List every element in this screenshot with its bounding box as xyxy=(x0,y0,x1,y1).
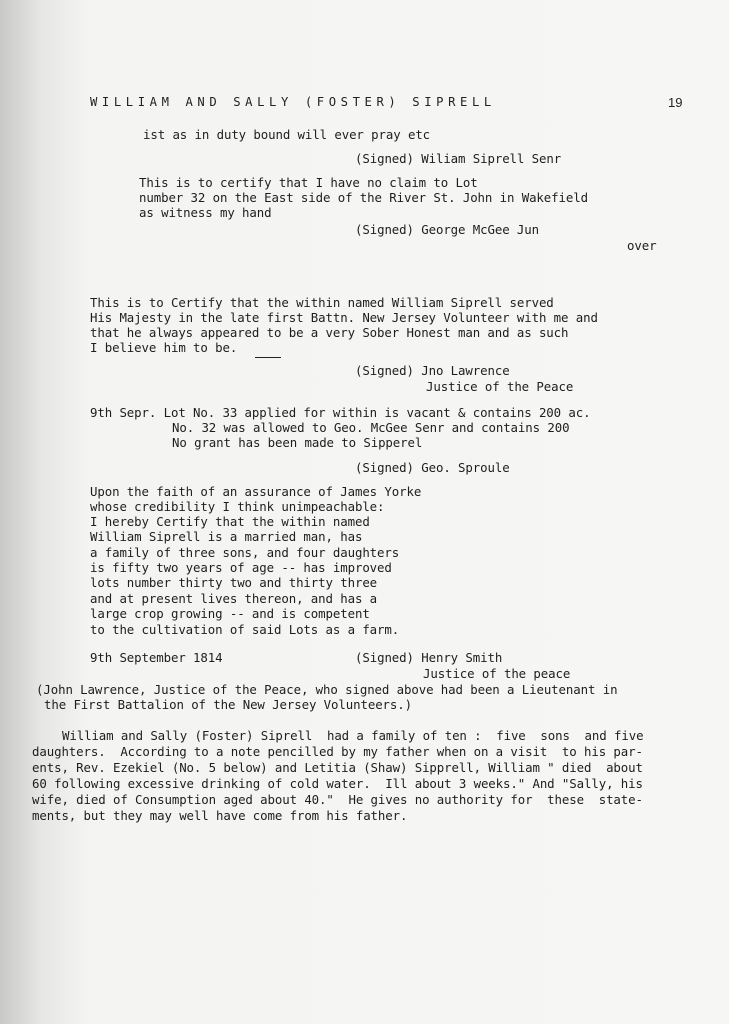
text-line: to the cultivation of said Lots as a farm. xyxy=(90,622,400,637)
over-note: over xyxy=(627,238,657,253)
paragraph-line: daughters. According to a note pencilled by my father when on a visit to his par- xyxy=(32,744,643,759)
text-line: and at present lives thereon, and has a xyxy=(90,591,378,606)
paragraph-line: wife, died of Consumption aged about 40." He gives no authority for these state- xyxy=(32,792,643,807)
text-line: No grant has been made to Sipperel xyxy=(172,435,423,450)
text-line: the First Battalion of the New Jersey Volunteers.) xyxy=(44,697,412,712)
signature-title: Justice of the peace xyxy=(423,666,571,681)
text-line: a family of three sons, and four daughters xyxy=(90,545,400,560)
signature-line: (Signed) Henry Smith xyxy=(355,650,503,665)
text-line: I hereby Certify that the within named xyxy=(90,514,370,529)
text-line: This is to certify that I have no claim to Lot xyxy=(139,175,478,190)
text-line: ist as in duty bound will ever pray etc xyxy=(143,127,431,142)
date-line: 9th September 1814 xyxy=(90,650,223,665)
text-line: This is to Certify that the within named William Siprell served xyxy=(90,295,554,310)
text-line: William Siprell is a married man, has xyxy=(90,529,363,544)
text-line: number 32 on the East side of the River St. John in Wakefield xyxy=(139,190,588,205)
text-line: His Majesty in the late first Battn. New Jersey Volunteer with me and xyxy=(90,310,598,325)
text-line: whose credibility I think unimpeachable: xyxy=(90,499,385,514)
text-line: as witness my hand xyxy=(139,205,272,220)
page-number: 19 xyxy=(668,95,683,110)
text-line: lots number thirty two and thirty three xyxy=(90,575,378,590)
text-line: is fifty two years of age -- has improved xyxy=(90,560,392,575)
text-line: Upon the faith of an assurance of James Yorke xyxy=(90,484,422,499)
text-line: (John Lawrence, Justice of the Peace, who signed above had been a Lieutenant in xyxy=(36,682,618,697)
signature-title: Justice of the Peace xyxy=(426,379,574,394)
paragraph-line: 60 following excessive drinking of cold water. Ill about 3 weeks." And "Sally, his xyxy=(32,776,643,791)
paragraph-line: ents, Rev. Ezekiel (No. 5 below) and Letitia (Shaw) Sipprell, William " died about xyxy=(32,760,643,775)
paragraph-line: William and Sally (Foster) Siprell had a family of ten : five sons and five xyxy=(62,728,644,743)
signature-line: (Signed) Wiliam Siprell Senr xyxy=(355,151,562,166)
text-line: No. 32 was allowed to Geo. McGee Senr and contains 200 xyxy=(172,420,570,435)
text-line: that he always appeared to be a very Sober Honest man and as such xyxy=(90,325,569,340)
text-line: 9th Sepr. Lot No. 33 applied for within is vacant & contains 200 ac. xyxy=(90,405,591,420)
signature-line: (Signed) Jno Lawrence xyxy=(355,363,510,378)
paragraph-line: ments, but they may well have come from his father. xyxy=(32,808,408,823)
signature-line: (Signed) Geo. Sproule xyxy=(355,460,510,475)
text-line: large crop growing -- and is competent xyxy=(90,606,370,621)
text-line: I believe him to be. xyxy=(90,340,238,355)
running-header: WILLIAM AND SALLY (FOSTER) SIPRELL xyxy=(90,95,496,109)
underline-mark xyxy=(255,357,281,358)
signature-line: (Signed) George McGee Jun xyxy=(355,222,539,237)
